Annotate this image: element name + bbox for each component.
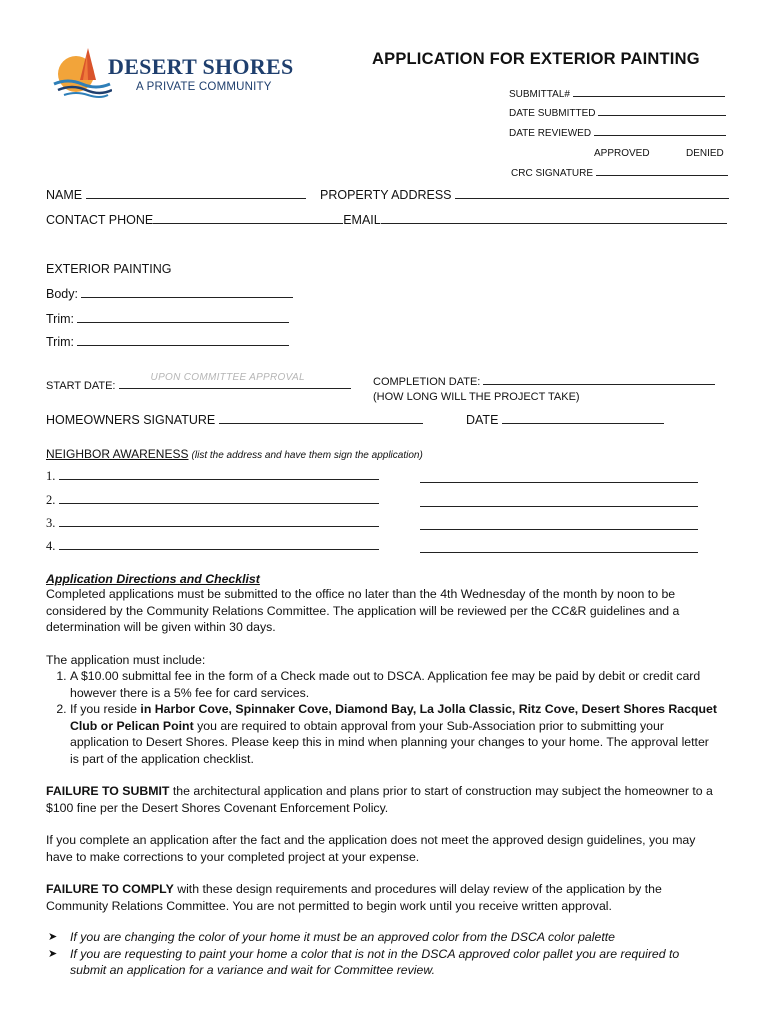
logo-tagline: A PRIVATE COMMUNITY <box>136 81 272 93</box>
requirement-item-2-pre: If you reside <box>70 702 141 716</box>
body-field[interactable] <box>46 287 293 301</box>
neighbor-address-line-1 <box>59 479 379 480</box>
requirement-item-2 <box>70 701 718 767</box>
neighbor-signature-line-4[interactable] <box>420 539 698 553</box>
page-title: APPLICATION FOR EXTERIOR PAINTING <box>372 50 700 68</box>
after-the-fact-text: If you complete an application after the fact and the application does not meet the approved design guidelines, you may have to make corrections to your completed project at your expense. <box>46 833 696 864</box>
completion-note: (HOW LONG WILL THE PROJECT TAKE) <box>373 391 580 403</box>
requirement-item-2-post: you are required to obtain approval from your Sub-Association prior to submitting your application to Desert Shores. Please keep this in mind when planning your changes to your home. The approval letter is part of the application checklist. <box>70 718 709 766</box>
contact-phone-field[interactable] <box>46 213 727 227</box>
date-reviewed-label: DATE REVIEWED <box>509 128 592 139</box>
directions-intro: Completed applications must be submitted to the office no later than the 4th Wednesday of the month by noon to be considered by the Community Relations Committee. The application will be reviewed per the CC&R guidelines and a determination will be given within 30 days. <box>46 587 680 634</box>
body-line <box>81 297 293 298</box>
date-submitted-line <box>598 115 726 116</box>
logo-name: DESERT SHORES <box>108 54 294 79</box>
neighbor-number-2: 2. <box>46 493 56 507</box>
submittal-line <box>573 96 725 97</box>
property-address-field[interactable] <box>320 188 729 202</box>
trim-field-2[interactable] <box>46 335 289 349</box>
crc-signature-label: CRC SIGNATURE <box>511 168 594 179</box>
date-reviewed-field[interactable] <box>509 128 726 139</box>
arrow-bullet-icon: ➤ <box>48 931 58 943</box>
neighbor-address-line-4 <box>59 549 379 550</box>
signature-date-field[interactable] <box>466 413 664 427</box>
neighbor-note: (list the address and have them sign the application) <box>191 450 423 461</box>
submittal-field[interactable] <box>509 89 725 100</box>
neighbor-number-4: 4. <box>46 539 56 553</box>
neighbor-signature-line-1[interactable] <box>420 469 698 483</box>
neighbor-address-line-3 <box>59 526 379 527</box>
start-date-value: UPON COMMITTEE APPROVAL <box>150 372 305 383</box>
body-label: Body: <box>46 287 78 301</box>
completion-date-field[interactable] <box>373 376 715 388</box>
name-field[interactable] <box>46 188 306 202</box>
bullet-variance <box>46 946 718 979</box>
logo <box>50 44 320 100</box>
neighbor-number-3: 3. <box>46 516 56 530</box>
failure-to-comply <box>46 881 718 914</box>
denied-option[interactable]: DENIED <box>686 148 724 159</box>
trim-line-1 <box>77 322 289 323</box>
neighbor-row-3[interactable] <box>46 516 379 531</box>
failure-to-submit-bold: FAILURE TO SUBMIT <box>46 784 170 798</box>
homeowner-signature-label: HOMEOWNERS SIGNATURE <box>46 413 216 427</box>
completion-date-line <box>483 384 715 385</box>
signature-date-line <box>502 423 664 424</box>
bullet-approved-color-text: If you are changing the color of your home it must be an approved color from the DSCA color palette <box>70 930 615 944</box>
directions-heading: Application Directions and Checklist <box>46 572 260 586</box>
start-date-field[interactable] <box>46 372 351 392</box>
must-include-text: The application must include: <box>46 653 206 667</box>
start-date-label: START DATE: <box>46 380 116 392</box>
homeowner-signature-field[interactable] <box>46 413 423 427</box>
completion-date-label: COMPLETION DATE: <box>373 376 481 388</box>
requirement-item-1: 1. A $10.00 submittal fee in the form of a Check made out to DSCA. Application fee may be paid by debit or credit card however there is a 5% fee for card services. <box>70 668 718 701</box>
email-label: EMAIL <box>343 213 381 227</box>
painting-heading: EXTERIOR PAINTING <box>46 262 172 276</box>
property-address-label: PROPERTY ADDRESS <box>320 188 452 202</box>
crc-signature-line <box>596 175 728 176</box>
date-submitted-field[interactable] <box>509 108 726 119</box>
email-line <box>381 223 727 224</box>
property-address-line <box>455 198 729 199</box>
neighbor-number-1: 1. <box>46 469 56 483</box>
failure-to-comply-bold: FAILURE TO COMPLY <box>46 882 174 896</box>
neighbor-row-4[interactable] <box>46 539 379 554</box>
requirements-list <box>46 668 718 767</box>
sub-association-list: in Harbor Cove, Spinnaker Cove, Diamond Bay, La Jolla Classic, Ritz Cove, Desert Shores Racquet Club or Pelican Point <box>70 702 717 733</box>
neighbor-row-2[interactable] <box>46 493 379 508</box>
start-date-line <box>119 372 351 389</box>
name-label: NAME <box>46 188 83 202</box>
crc-signature-field[interactable] <box>511 168 728 179</box>
neighbor-signature-line-3[interactable] <box>420 516 698 530</box>
arrow-bullet-icon: ➤ <box>48 947 58 960</box>
trim-line-2 <box>77 345 289 346</box>
bullet-variance-text: If you are requesting to paint your home a color that is not in the DSCA approved color pallet you are required to submit an application for a variance and wait for Committee review. <box>70 946 680 977</box>
logo-sun-sail-icon <box>50 44 112 100</box>
homeowner-signature-line <box>219 423 423 424</box>
neighbor-heading-row <box>46 447 423 461</box>
submittal-label: SUBMITTAL# <box>509 89 570 100</box>
neighbor-address-line-2 <box>59 503 379 504</box>
name-line <box>86 198 306 199</box>
approved-option[interactable]: APPROVED <box>594 148 650 159</box>
neighbor-heading: NEIGHBOR AWARENESS <box>46 447 189 461</box>
failure-to-submit-text: the architectural application and plans prior to start of construction may subject the homeowner to a $100 fine per the Desert Shores Covenant Enforcement Policy. <box>46 784 713 815</box>
color-bullets <box>46 929 718 979</box>
trim-field-1[interactable] <box>46 312 289 326</box>
date-submitted-label: DATE SUBMITTED <box>509 108 596 119</box>
neighbor-row-1[interactable] <box>46 469 379 484</box>
signature-date-label: DATE <box>466 413 499 427</box>
contact-phone-line <box>153 223 343 224</box>
failure-to-submit <box>46 783 718 816</box>
date-reviewed-line <box>594 135 726 136</box>
contact-phone-label: CONTACT PHONE <box>46 213 154 227</box>
trim-label-2: Trim: <box>46 335 74 349</box>
neighbor-signature-line-2[interactable] <box>420 493 698 507</box>
trim-label-1: Trim: <box>46 312 74 326</box>
failure-to-comply-text: with these design requirements and procedures will delay review of the application by the Community Relations Committee. You are not permitted to begin work until you receive written approval. <box>46 882 662 913</box>
bullet-approved-color <box>46 929 718 946</box>
